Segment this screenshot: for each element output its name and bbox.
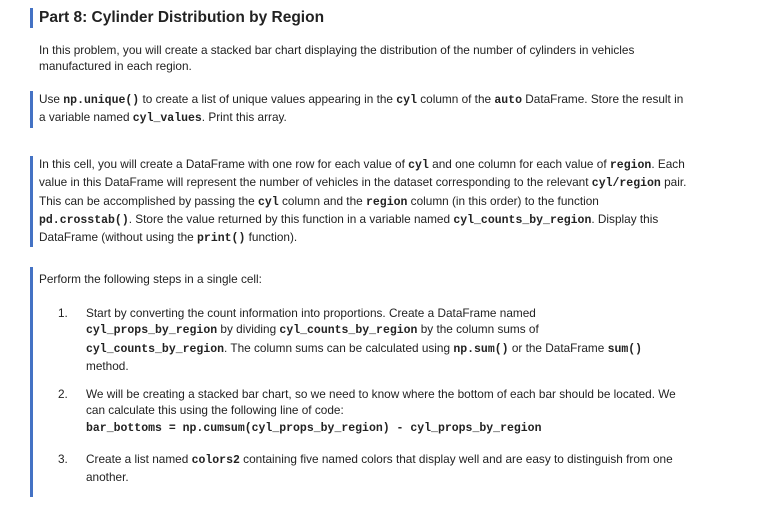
code-cyl-counts-by-region: cyl_counts_by_region [86,342,225,356]
cell2-text-7: . Store the value returned by this function in a variable named [128,211,454,226]
step1-text-3: by the column sums of [417,322,539,337]
cell1-text-3: column of the [416,92,495,106]
code-cyl-counts-by-region: cyl_counts_by_region [279,324,418,338]
cell1-text [39,91,689,128]
cell2-text-5: column and the [278,193,366,208]
list-item-text [86,305,708,374]
list-item [58,386,708,437]
cell2-text-4: pair. This can be accomplished by passing the [39,175,687,208]
code-cyl-values: cyl_values [132,112,202,126]
step1-text-5: or the DataFrame [508,340,608,355]
code-region: region [609,159,652,172]
step2-text-1: We will be creating a stacked bar chart, so we need to know where the bottom of each bar should be located. We can calculate this using the following line of code: [86,387,676,418]
code-np-unique: np.unique() [63,94,140,107]
cell2-text-9: function). [245,230,298,245]
code-np-sum: np.sum() [453,342,509,356]
step1-text-4: . The column sums can be calculated using [224,340,454,355]
list-item-text [86,451,696,486]
code-cyl-region: cyl/region [591,177,661,191]
list-item-number: 2. [58,387,68,401]
list-item-text [86,386,696,437]
cell2-text-3: . Each value in this DataFrame will represent the number of vehicles in the dataset corresponding to the relevant [39,157,685,190]
code-bar-bottoms: bar_bottoms = np.cumsum(cyl_props_by_region) - cyl_props_by_region [86,421,542,435]
list-item [58,305,708,374]
step1-text-6: method. [86,358,129,373]
cell1-text-1: Use [39,92,64,106]
cell2-text-6: column (in this order) to the function [407,193,599,208]
code-print: print() [197,232,246,246]
cell2-text-2: and one column for each value of [428,157,610,171]
section-title-block [30,8,324,28]
cell2-text-8: . Display this DataFrame (without using the [39,211,659,245]
code-sum: sum() [607,342,643,356]
step3-text-1: Create a list named [86,452,192,466]
code-auto: auto [494,94,522,107]
section-title: Part 8: Cylinder Distribution by Region [39,9,325,26]
step1-text-2: by dividing [217,322,280,337]
code-cyl: cyl [258,195,279,209]
code-colors2: colors2 [191,454,240,467]
cell2-text-1: In this cell, you will create a DataFrame with one row for each value of [39,157,409,171]
cell1-text-5: . Print this array. [201,110,287,125]
cell3-lead: Perform the following steps in a single cell: [39,272,262,286]
instruction-cell-2 [30,156,689,247]
code-cyl-props-by-region: cyl_props_by_region [86,324,218,338]
cell1-text-4: DataFrame. Store the result in a variable named [39,92,684,125]
list-item-number: 1. [58,306,68,320]
code-cyl: cyl [408,159,429,172]
code-pd-crosstab: pd.crosstab() [39,213,129,227]
list-item-number: 3. [58,452,68,466]
cell1-text-2: to create a list of unique values appearing in the [139,92,397,106]
list-item [58,451,708,486]
code-region: region [365,195,408,209]
code-cyl-counts-by-region: cyl_counts_by_region [453,213,592,227]
instruction-cell-1 [30,91,689,128]
step3-text-2: containing five named colors that display well and are easy to distinguish from one another. [86,452,673,485]
step1-text-1: Start by converting the count information into proportions. Create a DataFrame named [86,306,536,320]
code-cyl: cyl [396,94,417,107]
cell2-text [39,156,689,247]
intro-paragraph: In this problem, you will create a stacked bar chart displaying the distribution of the number of cylinders in vehicles manufactured in each region. [39,43,635,74]
